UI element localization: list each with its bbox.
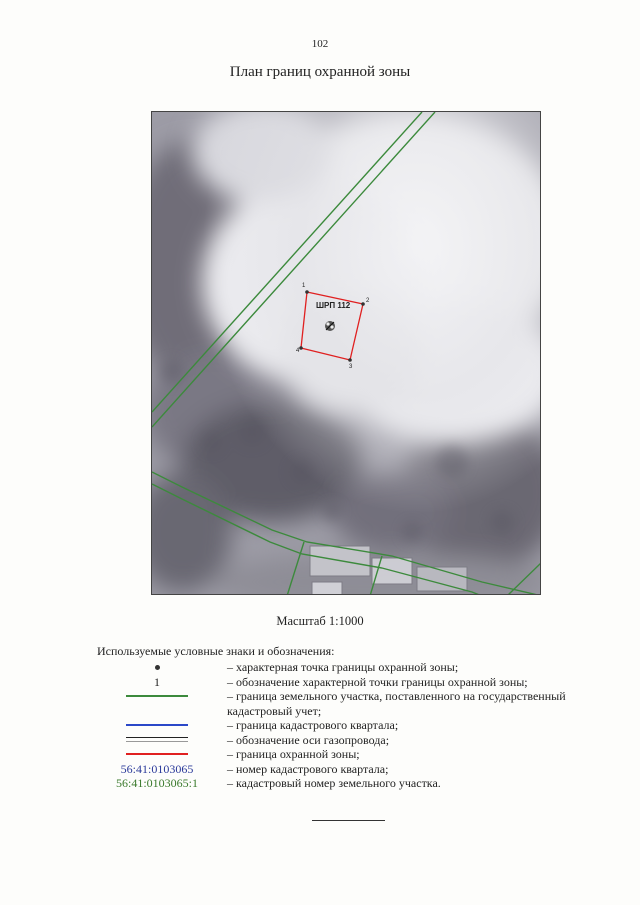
quarter-code-symbol: 56:41:0103065	[120, 761, 194, 776]
legend-item: 56:41:0103065:1 – кадастровый номер земельного участка.	[115, 776, 441, 790]
parcel-code-symbol: 56:41:0103065:1	[115, 776, 198, 790]
page-number: 102	[311, 38, 329, 50]
legend-title: Используемые условные знаки и обозначения:	[97, 644, 335, 658]
legend-item: 1 – обозначение характерной точки границы охранной зоны;	[154, 674, 528, 689]
page-title: План границ охранной зоны	[229, 64, 411, 80]
boundary-point-label: 3	[349, 364, 353, 370]
gas-axis-line-icon	[126, 737, 188, 742]
point-number-symbol: 1	[154, 674, 160, 689]
footer-rule	[312, 820, 385, 821]
map-frame	[151, 111, 541, 595]
red-line-icon	[126, 753, 188, 755]
legend-item: – граница земельного участка, поставленного на государственный кадастровый учет;	[97, 689, 597, 718]
green-line-icon	[126, 695, 188, 697]
aerial-map	[152, 112, 541, 595]
boundary-point-dot-icon	[155, 665, 160, 670]
blue-line-icon	[126, 724, 188, 726]
object-label: ШРП 112	[316, 301, 351, 310]
legend-item: – характерная точка границы охранной зоны;	[97, 660, 597, 675]
scale-label: Масштаб 1:1000	[276, 614, 364, 628]
legend-item: – обозначение оси газопровода;	[97, 733, 597, 748]
boundary-point-label: 4	[296, 348, 300, 354]
boundary-point-label: 1	[302, 283, 306, 289]
legend	[97, 660, 597, 791]
gas-regulator-icon	[325, 321, 335, 331]
legend-item: – граница охранной зоны;	[97, 747, 597, 762]
legend-item: 56:41:0103065 – номер кадастрового квартала;	[120, 761, 389, 776]
boundary-point-label: 2	[366, 298, 370, 304]
legend-item: – граница кадастрового квартала;	[97, 718, 597, 733]
